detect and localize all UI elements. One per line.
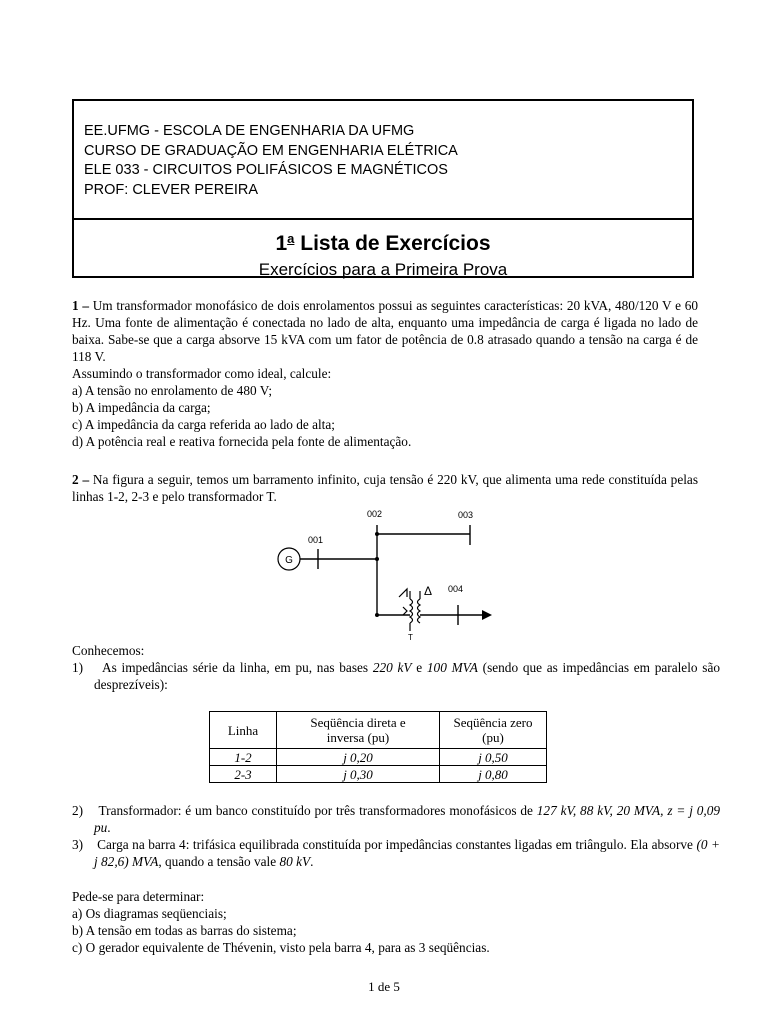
page-subtitle: Exercícios para a Primeira Prova [258, 260, 508, 279]
impedance-table [209, 711, 547, 783]
bus-001-label: 001 [308, 535, 324, 545]
bus-002-junction [375, 557, 379, 561]
bus-002-label: 002 [367, 509, 383, 519]
question-1-intro: Assumindo o transformador como ideal, calcule: [72, 366, 332, 381]
question-1-statement: 1 – Um transformador monofásico de dois enrolamentos possui as seguintes características: 20 kVA, 480/120 V e 60 Hz. Uma fonte de alimentação é conectada no lado de alta, enquanto uma impedância de carga é ligada no lado de baixa. Sabe-se que a carga absorve 15 kVA com um fator de potência de 0.8 atrasado quando a tensão na carga é de 118 V. [72, 298, 698, 365]
table-header-positive: Seqüência direta e inversa (pu) [277, 712, 440, 749]
question-1-item-c: c) A impedância da carga referida ao lado de alta; [72, 417, 335, 433]
page-number: 1 de 5 [368, 979, 400, 994]
question-1-items [72, 365, 698, 450]
question-1-item-d: d) A potência real e reativa fornecida pela fonte de alimentação. [72, 434, 412, 450]
table-header-zero: Seqüência zero (pu) [440, 712, 547, 749]
question-1-item-b: b) A impedância da carga; [72, 400, 211, 416]
professor-line: PROF: CLEVER PEREIRA [84, 181, 259, 198]
bus-002-lower-node [375, 613, 379, 617]
institution-line: EE.UFMG - ESCOLA DE ENGENHARIA DA UFMG [84, 123, 415, 139]
bus-003-label: 003 [458, 510, 474, 520]
task-b: b) A tensão em todas as barras do sistema; [72, 923, 297, 939]
circuit-diagram [270, 503, 495, 643]
load-arrow [482, 610, 492, 620]
subject-line: ELE 033 - CIRCUITOS POLIFÁSICOS E MAGNÉTICOS [84, 162, 448, 178]
wye-grounding-mark [399, 589, 407, 597]
institution-block [74, 101, 692, 220]
task-a: a) Os diagramas seqüenciais; [72, 906, 227, 922]
page-title: 1$^a$ Lista de Exercícios [275, 231, 491, 255]
question-2-statement: 2 – Na figura a seguir, temos um barramento infinito, cuja tensão é 220 kV, que alimenta uma rede constituída pelas linhas 1-2, 2-3 e pelo transformador T. [72, 472, 698, 505]
table-row: 1-2 j 0,20 j 0,50 [210, 749, 547, 766]
transformer-symbol [399, 589, 420, 631]
delta-label: Δ [424, 584, 433, 598]
tasks-intro: Pede-se para determinar: [72, 889, 205, 904]
course-line: CURSO DE GRADUAÇÃO EM ENGENHARIA ELÉTRICA [84, 142, 458, 159]
known-heading: Conhecemos: [72, 643, 145, 658]
transformer-label: T [408, 633, 413, 642]
known-item-2: 2) Transformador: é um banco constituído por três transformadores monofásicos de 127 kV, 88 kV, 20 MVA, z = j 0,09 pu. [72, 803, 721, 836]
bus-004-label: 004 [448, 584, 464, 594]
task-c: c) O gerador equivalente de Thévenin, visto pela barra 4, para as 3 seqüências. [72, 940, 490, 956]
header-box [72, 99, 694, 278]
generator-label: G [285, 555, 293, 566]
table-row: 2-3 j 0,30 j 0,80 [210, 766, 547, 783]
title-block [74, 220, 692, 279]
table-header-row [210, 712, 547, 749]
known-item-3: 3) Carga na barra 4: trifásica equilibrada constituída por impedâncias constantes ligadas em triângulo. Ela absorve (0 + j 82,6) MVA, quando a tensão vale 80 kV. [72, 837, 721, 870]
known-item-1: 1) As impedâncias série da linha, em pu, nas bases 220 kV e 100 MVA (sendo que as impedâncias em paralelo são desprezíveis): [72, 660, 721, 693]
question-1-item-a: a) A tensão no enrolamento de 480 V; [72, 383, 273, 399]
title-superscript: a [287, 231, 295, 246]
table-header-line: Linha [210, 712, 277, 749]
question-2-tasks [72, 888, 698, 956]
